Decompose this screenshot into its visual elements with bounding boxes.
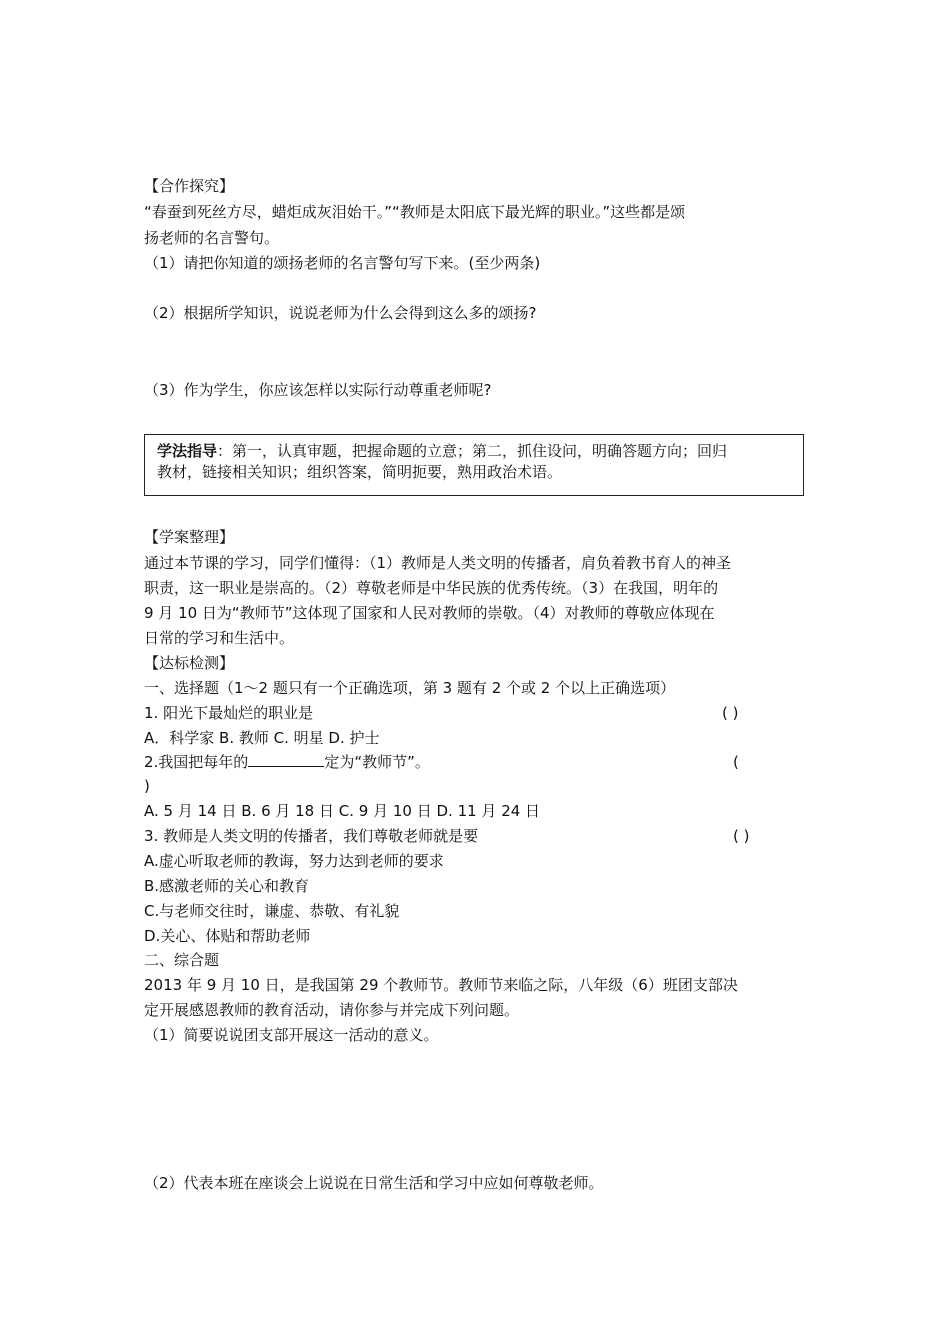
answer-paren-3: ( ): [733, 827, 750, 845]
explore-quote-line-2: 扬老师的名言警句。: [144, 229, 280, 247]
test-question-3: 3. 教师是人类文明的传播者，我们尊敬老师就是要: [144, 827, 479, 845]
study-tip-label: 学法指导: [157, 442, 218, 460]
summary-line: 日常的学习和生活中。: [144, 629, 295, 647]
summary-heading: 【学案整理】: [144, 528, 235, 546]
test-question-3-option: D.关心、体贴和帮助老师: [144, 927, 311, 945]
explore-question-1: （1）请把你知道的颂扬老师的名言警句写下来。(至少两条): [144, 254, 541, 272]
explore-question-3: （3）作为学生，你应该怎样以实际行动尊重老师呢?: [144, 381, 492, 399]
test-question-2-suffix: 定为“教师节”。: [324, 753, 430, 771]
case-question-2: （2）代表本班在座谈会上说说在日常生活和学习中应如何尊敬老师。: [144, 1174, 604, 1192]
test-question-2-prefix: 2.我国把每年的: [144, 753, 249, 771]
test-question-2: [144, 752, 430, 772]
study-tip-box: [144, 434, 804, 496]
test-question-3-option: C.与老师交往时，谦虚、恭敬、有礼貌: [144, 902, 400, 920]
answer-paren-1: ( ): [722, 704, 739, 722]
summary-line: 通过本节课的学习，同学们懂得：（1）教师是人类文明的传播者，肩负着教书育人的神圣: [144, 554, 732, 572]
explore-quote-line-1: “春蚕到死丝方尽，蜡炬成灰泪始干。”“教师是太阳底下最光辉的职业。”这些都是颂: [144, 203, 686, 221]
answer-paren-2-close: ): [144, 777, 150, 795]
test-question-2-options: A. 5 月 14 日 B. 6 月 18 日 C. 9 月 10 日 D. 11 月 24 日: [144, 802, 541, 820]
explore-heading: 【合作探究】: [144, 177, 235, 195]
test-heading: 【达标检测】: [144, 654, 235, 672]
test-question-3-option: B.感激老师的关心和教育: [144, 877, 310, 895]
explore-question-2: （2）根据所学知识，说说老师为什么会得到这么多的颂扬?: [144, 304, 537, 322]
answer-paren-2-open: (: [733, 753, 739, 771]
study-tip-line-1: [157, 441, 727, 461]
test-question-1-options: A．科学家 B. 教师 C. 明星 D. 护士: [144, 729, 380, 747]
case-question-1: （1）简要说说团支部开展这一活动的意义。: [144, 1026, 439, 1044]
test-question-3-option: A.虚心听取老师的教诲，努力达到老师的要求: [144, 852, 444, 870]
case-text-line-2: 定开展感恩教师的教育活动，请你参与并完成下列问题。: [144, 1001, 520, 1019]
study-tip-line-2: 教材，链接相关知识；组织答案，简明扼要，熟用政治术语。: [157, 463, 563, 481]
case-text-line-1: 2013 年 9 月 10 日，是我国第 29 个教师节。教师节来临之际，八年级（6）班团支部决: [144, 976, 738, 994]
summary-line: 9 月 10 日为“教师节”这体现了国家和人民对教师的崇敬。（4）对教师的尊敬应体现在: [144, 604, 715, 622]
test-section-2-title: 二、综合题: [144, 951, 220, 969]
answer-blank[interactable]: [248, 752, 324, 767]
study-tip-text-1: ：第一，认真审题，把握命题的立意；第二，抓住设问，明确答题方向；回归: [217, 442, 728, 460]
summary-line: 职责，这一职业是崇高的。（2）尊敬老师是中华民族的优秀传统。（3）在我国，明年的: [144, 579, 719, 597]
test-section-1-title: 一、选择题（1～2 题只有一个正确选项，第 3 题有 2 个或 2 个以上正确选项）: [144, 679, 676, 697]
test-question-1: 1. 阳光下最灿烂的职业是: [144, 704, 314, 722]
